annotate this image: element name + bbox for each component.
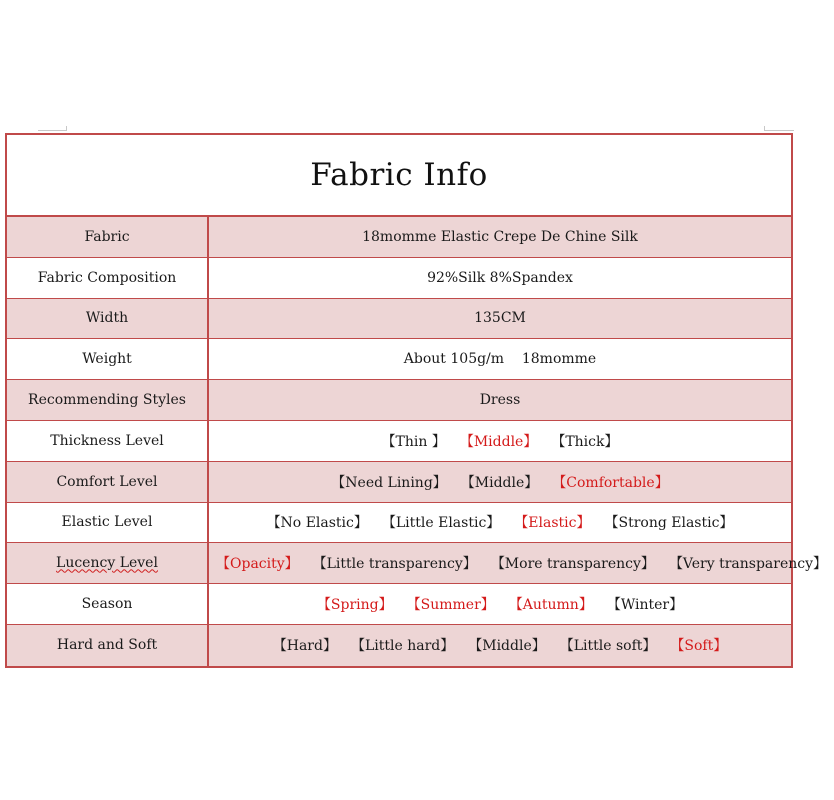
option-middle: 【Middle】	[460, 474, 539, 491]
row-label: Comfort Level	[7, 462, 209, 502]
table-row-weight	[7, 339, 791, 380]
option-list	[209, 421, 791, 461]
option-thin: 【Thin 】	[381, 433, 446, 450]
row-label: Fabric Composition	[7, 258, 209, 298]
option-little-soft: 【Little soft】	[559, 638, 657, 655]
option-list	[209, 625, 791, 666]
row-label: Weight	[7, 339, 209, 379]
option-little-elastic: 【Little Elastic】	[381, 515, 501, 532]
option-summer: 【Summer】	[406, 597, 495, 614]
row-value: 135CM	[474, 310, 526, 327]
option-very-transparency: 【Very transparency】	[668, 556, 828, 573]
option-little-transparency: 【Little transparency】	[312, 556, 477, 573]
row-label: Fabric	[7, 217, 209, 257]
table-row-lucency-level	[7, 543, 828, 584]
row-value: About 105g/m 18momme	[403, 351, 597, 368]
option-hard: 【Hard】	[272, 638, 337, 655]
option-strong-elastic: 【Strong Elastic】	[604, 515, 734, 532]
table-row-recommending-styles	[7, 380, 791, 421]
table-row-fabric-composition	[7, 258, 791, 299]
option-soft: 【Soft】	[670, 638, 728, 655]
crop-mark-left-horizontal	[38, 130, 66, 131]
table-title: Fabric Info	[310, 157, 488, 193]
table-row-fabric	[7, 217, 791, 258]
option-list	[209, 543, 834, 583]
option-list	[209, 462, 791, 502]
table-row-season	[7, 584, 791, 625]
row-label: Hard and Soft	[7, 625, 209, 666]
table-row-comfort-level	[7, 462, 791, 503]
option-opacity: 【Opacity】	[216, 556, 299, 573]
row-label-text: Lucency Level	[56, 555, 158, 572]
row-value: 18momme Elastic Crepe De Chine Silk	[362, 228, 638, 245]
crop-mark-right-vertical	[764, 126, 765, 131]
crop-mark-right-horizontal	[764, 130, 794, 131]
option-comfortable: 【Comfortable】	[552, 474, 669, 491]
option-list	[209, 584, 791, 624]
option-middle: 【Middle】	[459, 433, 538, 450]
option-middle: 【Middle】	[468, 638, 546, 655]
option-winter: 【Winter】	[606, 597, 684, 614]
row-label: Season	[7, 584, 209, 624]
option-no-elastic: 【No Elastic】	[266, 515, 368, 532]
fabric-info-table	[5, 133, 828, 668]
table-title-row	[7, 135, 791, 217]
row-label	[7, 543, 209, 583]
option-need-lining: 【Need Lining】	[331, 474, 447, 491]
option-more-transparency: 【More transparency】	[490, 556, 655, 573]
row-label: Recommending Styles	[7, 380, 209, 420]
crop-mark-left-vertical	[66, 126, 67, 131]
option-little-hard: 【Little hard】	[350, 638, 455, 655]
option-spring: 【Spring】	[316, 597, 393, 614]
option-autumn: 【Autumn】	[508, 597, 593, 614]
row-label: Elastic Level	[7, 503, 209, 543]
table-row-hard-and-soft	[7, 625, 791, 666]
option-list	[209, 503, 791, 543]
table-row-elastic-level	[7, 503, 791, 544]
table-row-width	[7, 299, 791, 340]
row-value: 92%Silk 8%Spandex	[427, 269, 573, 286]
option-thick: 【Thick】	[551, 433, 619, 450]
row-label: Width	[7, 299, 209, 339]
row-value: Dress	[479, 392, 521, 409]
row-label: Thickness Level	[7, 421, 209, 461]
table-row-thickness-level	[7, 421, 791, 462]
option-elastic: 【Elastic】	[514, 515, 591, 532]
